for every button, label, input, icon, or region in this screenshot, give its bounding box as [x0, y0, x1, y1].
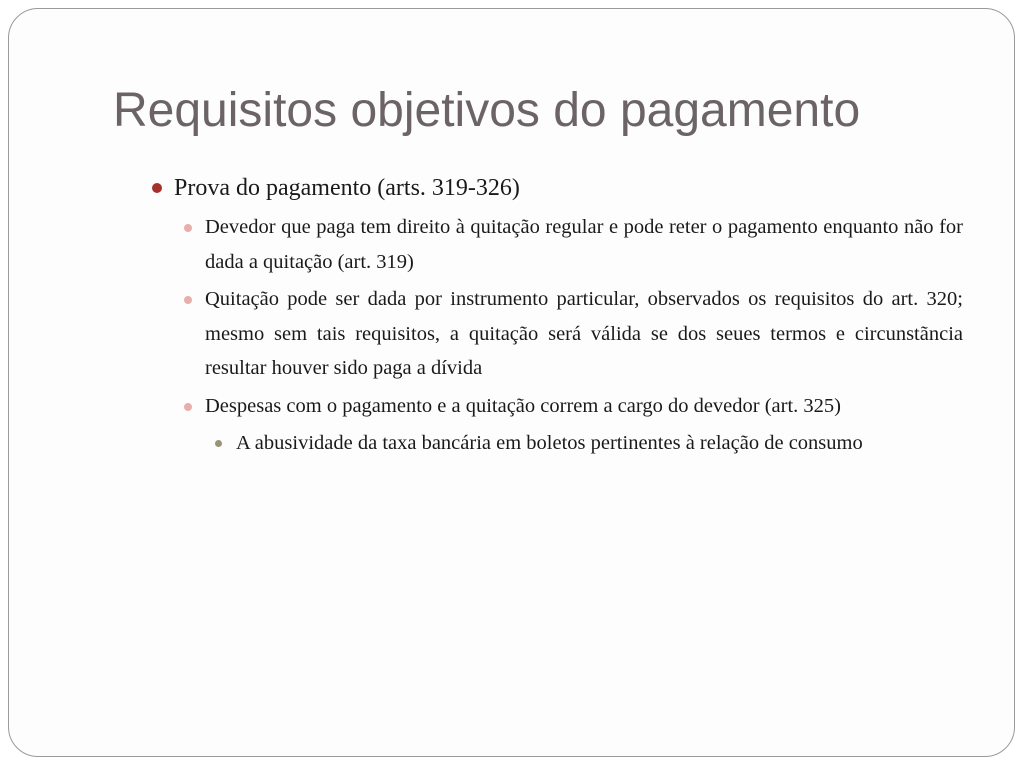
bullet-item-level3: [236, 426, 963, 461]
bullet-item-level1: [150, 170, 963, 206]
bullet-item-level2: [205, 282, 963, 386]
bullet-dot-icon: [184, 224, 192, 232]
bullet-dot-icon: [152, 183, 162, 193]
bullet-item-level2: [205, 210, 963, 279]
slide-content: [150, 170, 963, 461]
slide-title: Requisitos objetivos do pagamento: [113, 84, 861, 137]
bullet-text: A abusividade da taxa bancária em boletos pertinentes à relação de consumo: [236, 432, 863, 454]
bullet-text: Devedor que paga tem direito à quitação regular e pode reter o pagamento enquanto não for dada a quitação (art. 319): [205, 216, 963, 273]
bullet-item-level2: [205, 389, 963, 424]
bullet-dot-icon: [184, 403, 192, 411]
bullet-text: Quitação pode ser dada por instrumento particular, observados os requisitos do art. 320; mesmo sem tais requisitos, a quitação será válida se dos seues termos e circunstãncia resultar houver sido paga a dívida: [205, 288, 963, 379]
bullet-text: Despesas com o pagamento e a quitação correm a cargo do devedor (art. 325): [205, 394, 842, 417]
bullet-dot-icon: [184, 296, 192, 304]
bullet-text: Prova do pagamento (arts. 319-326): [174, 175, 520, 201]
bullet-dot-icon: [215, 440, 222, 447]
